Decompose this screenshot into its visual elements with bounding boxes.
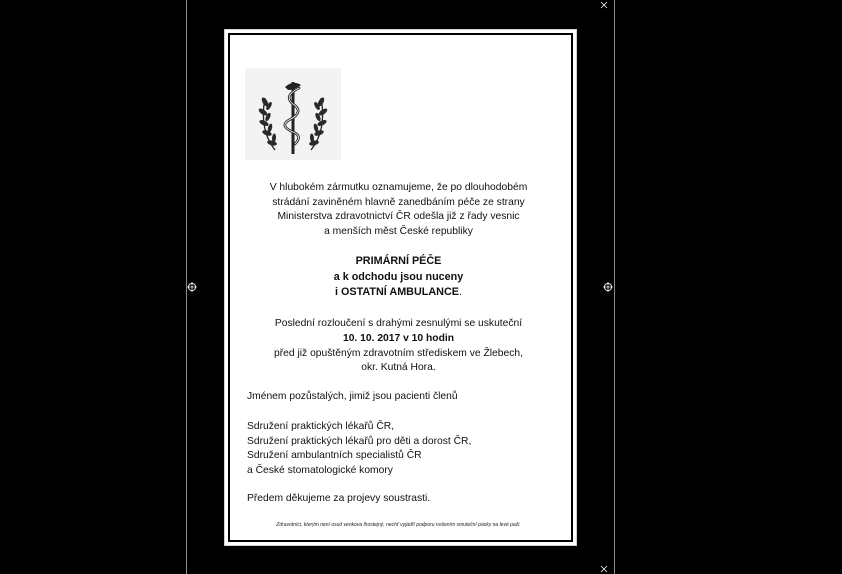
organization-1: Sdružení praktických lékařů ČR, [247,421,395,432]
rod-of-asclepius-icon [245,68,341,160]
headline-line-2: a k odchodu jsou nuceny [333,271,464,283]
organization-3: Sdružení ambulantních specialistů ČR [247,450,422,461]
headline-line-3 [225,285,572,300]
organization-2: Sdružení praktických lékařů pro děti a dorost ČR, [247,436,472,447]
medical-emblem [245,68,341,160]
crop-line-right [614,0,615,574]
farewell-datetime: 10. 10. 2017 v 10 hodin [342,333,455,344]
mourners-intro: Jménem pozůstalých, jimiž jsou pacienti členů [247,391,458,402]
intro-line-3: Ministerstva zdravotnictví ČR odešla již z řady vesnic [277,211,520,222]
intro-line-4: a menších měst České republiky [324,226,473,237]
footnote: Zdravotníci, kterým není osud venkova lhostejný, nechť vyjádří podporu nošením smuteční pásky na levé paži. [276,522,521,528]
intro-line-1: V hlubokém zármutku oznamujeme, že po dlouhodobém [269,182,528,193]
headline-period: . [458,286,462,298]
intro-line-2: strádání zaviněném hlavně zanedbáním péče ze strany [272,197,525,208]
crop-mark-top-right [599,0,609,10]
farewell-place-line-2: okr. Kutná Hora. [361,362,436,373]
crop-mark-bottom-right [599,564,609,574]
headline-line-1: PRIMÁRNÍ PÉČE [355,255,442,267]
obituary-notice-page [224,29,577,546]
farewell-intro: Poslední rozloučení s drahými zesnulými se uskuteční [274,318,523,329]
registration-mark-left [187,282,197,292]
farewell-place-line-1: před již opuštěným zdravotním střediskem ve Žlebech, [274,348,523,359]
headline-line-3-text: i OSTATNÍ AMBULANCE [335,286,459,298]
organization-4: a České stomatologické komory [247,465,393,476]
registration-mark-right [603,282,613,292]
thanks-line: Předem děkujeme za projevy soustrasti. [247,493,431,504]
